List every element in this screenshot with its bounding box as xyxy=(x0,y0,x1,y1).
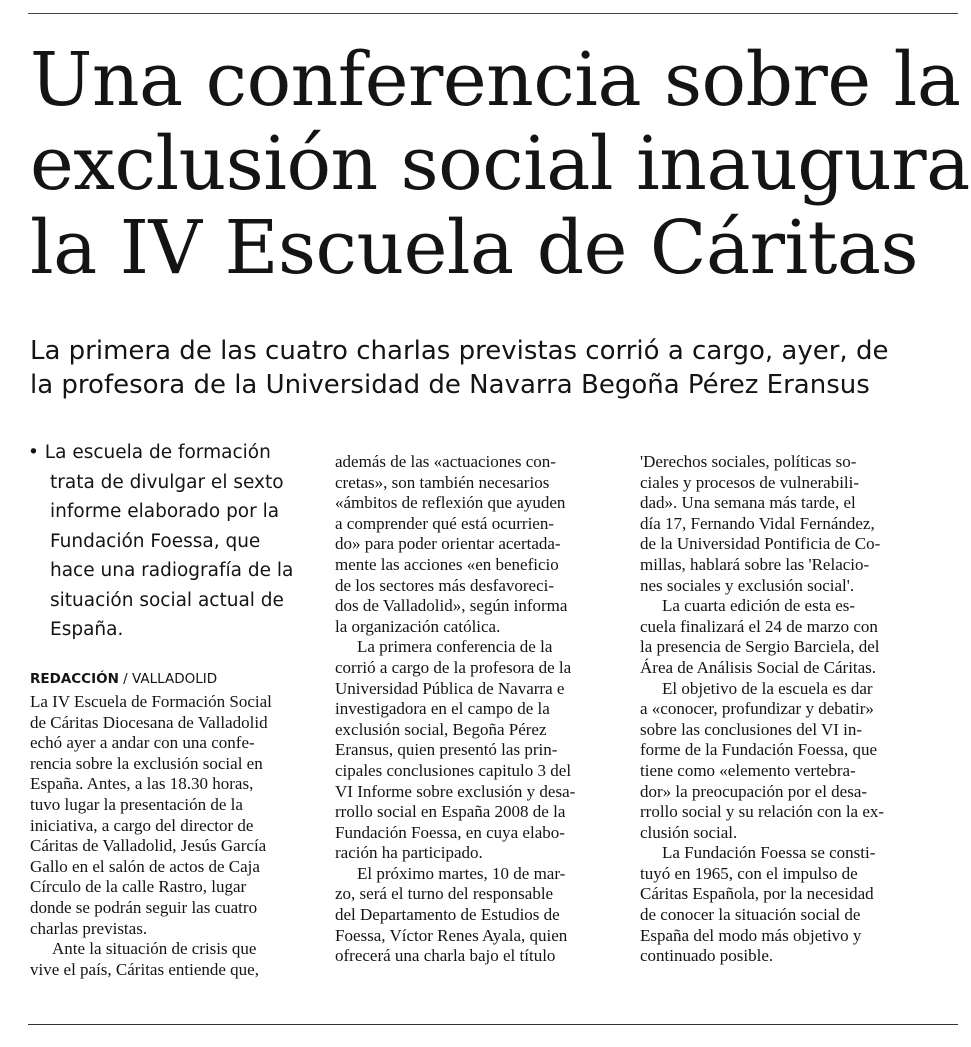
lead-line: hace una radiografía de la xyxy=(50,560,294,581)
body-line: sobre las conclusiones del VI in- xyxy=(640,719,863,739)
body-line: dor» la preocupación por el desa- xyxy=(640,781,868,801)
body-line: de la Universidad Pontificia de Co- xyxy=(640,534,881,554)
body-line: Cáritas de Valladolid, Jesús García xyxy=(30,836,267,856)
body-line: zo, será el turno del responsable xyxy=(335,884,554,904)
body-line: de los sectores más desfavoreci- xyxy=(335,575,555,595)
body-line: día 17, Fernando Vidal Fernández, xyxy=(640,513,875,533)
byline-separator: / xyxy=(118,671,133,687)
body-line: exclusión social, Begoña Pérez xyxy=(335,719,547,739)
body-line: cipales conclusiones capitulo 3 del xyxy=(335,760,572,780)
body-line: la organización católica. xyxy=(335,616,501,636)
body-column-3 xyxy=(640,452,925,967)
body-line: mente las acciones «en beneficio xyxy=(335,554,559,574)
body-line: ración ha participado. xyxy=(335,843,483,863)
body-line: La IV Escuela de Formación Social xyxy=(30,692,272,711)
body-line: la presencia de Sergio Barciela, del xyxy=(640,637,880,657)
body-line: continuado posible. xyxy=(640,946,774,966)
body-line: del Departamento de Estudios de xyxy=(335,905,560,925)
body-line: dos de Valladolid», según informa xyxy=(335,596,568,616)
top-rule xyxy=(28,13,958,14)
body-line: Área de Análisis Social de Cáritas. xyxy=(640,657,877,677)
body-line: La cuarta edición de esta es- xyxy=(662,596,856,616)
body-line: El objetivo de la escuela es dar xyxy=(662,678,873,698)
body-line: España del modo más objetivo y xyxy=(640,925,862,945)
body-line: Cáritas Española, por la necesidad xyxy=(640,884,874,904)
body-line: El próximo martes, 10 de mar- xyxy=(357,863,566,883)
subtitle-line: La primera de las cuatro charlas previstas corrió a cargo, ayer, de xyxy=(30,336,889,366)
body-line: «ámbitos de reflexión que ayuden xyxy=(335,493,566,513)
lead-line: • La escuela de formación xyxy=(28,442,271,463)
body-line: rrollo social en España 2008 de la xyxy=(335,802,566,822)
body-line: dad». Una semana más tarde, el xyxy=(640,493,856,513)
body-line: La Fundación Foessa se consti- xyxy=(662,843,876,863)
body-line: tuyó en 1965, con el impulso de xyxy=(640,863,858,883)
headline-line: la IV Escuela de Cáritas xyxy=(30,205,918,291)
bottom-rule xyxy=(28,1024,958,1025)
lead-summary xyxy=(28,438,294,645)
body-line: 'Derechos sociales, políticas so- xyxy=(640,452,857,471)
lead-line: trata de divulgar el sexto xyxy=(50,471,284,493)
body-column-1 xyxy=(30,692,310,980)
body-line: forme de la Fundación Foessa, que xyxy=(640,740,877,760)
body-line: Gallo en el salón de actos de Caja xyxy=(30,856,260,876)
headline xyxy=(30,37,970,291)
body-line: charlas previstas. xyxy=(30,918,148,938)
body-line: Ante la situación de crisis que xyxy=(52,939,257,959)
body-line: VI Informe sobre exclusión y desa- xyxy=(335,781,576,801)
byline xyxy=(30,670,217,688)
body-line: nes sociales y exclusión social'. xyxy=(640,575,855,595)
subtitle-line: la profesora de la Universidad de Navarra Begoña Pérez Eransus xyxy=(30,370,870,400)
body-line: Círculo de la calle Rastro, lugar xyxy=(30,877,247,897)
body-line: millas, hablará sobre las 'Relacio- xyxy=(640,554,870,574)
lead-line: situación social actual de xyxy=(50,589,284,611)
body-line: tiene como «elemento vertebra- xyxy=(640,760,856,780)
body-line: Universidad Pública de Navarra e xyxy=(335,678,565,698)
body-line: cuela finalizará el 24 de marzo con xyxy=(640,616,878,636)
subtitle xyxy=(30,334,960,402)
lead-line: Fundación Foessa, que xyxy=(50,530,261,552)
body-line: echó ayer a andar con una confe- xyxy=(30,733,255,753)
body-line: La primera conferencia de la xyxy=(357,637,553,657)
body-line: cretas», son también necesarios xyxy=(335,472,550,492)
body-line: clusión social. xyxy=(640,822,738,842)
lead-line: España. xyxy=(50,619,124,640)
body-line: vive el país, Cáritas entiende que, xyxy=(30,959,259,979)
byline-place: VALLADOLID xyxy=(132,671,218,687)
body-line: ciales y procesos de vulnerabili- xyxy=(640,472,860,492)
body-line: rrollo social y su relación con la ex- xyxy=(640,802,885,822)
body-line: Foessa, Víctor Renes Ayala, quien xyxy=(335,925,568,945)
body-line: a «conocer, profundizar y debatir» xyxy=(640,699,874,719)
body-line: donde se podrán seguir las cuatro xyxy=(30,897,258,917)
body-line: iniciativa, a cargo del director de xyxy=(30,815,254,835)
body-line: ofrecerá una charla bajo el título xyxy=(335,946,556,966)
body-line: de conocer la situación social de xyxy=(640,905,861,925)
body-line: Fundación Foessa, en cuya elabo- xyxy=(335,822,565,842)
body-line: tuvo lugar la presentación de la xyxy=(30,794,243,814)
body-line: a comprender qué está ocurrien- xyxy=(335,513,554,533)
headline-line: exclusión social inaugura xyxy=(30,121,970,207)
body-line: do» para poder orientar acertada- xyxy=(335,534,561,554)
body-line: además de las «actuaciones con- xyxy=(335,452,556,471)
body-line: de Cáritas Diocesana de Valladolid xyxy=(30,712,268,732)
body-line: investigadora en el campo de la xyxy=(335,699,550,719)
body-column-2 xyxy=(335,452,615,967)
lead-line: informe elaborado por la xyxy=(50,501,280,522)
headline-line: Una conferencia sobre la xyxy=(30,37,961,123)
body-line: rencia sobre la exclusión social en xyxy=(30,753,263,773)
body-line: España. Antes, a las 18.30 horas, xyxy=(30,774,254,794)
body-line: Eransus, quien presentó las prin- xyxy=(335,740,558,760)
body-line: corrió a cargo de la profesora de la xyxy=(335,657,572,677)
byline-author: REDACCIÓN xyxy=(30,671,119,687)
